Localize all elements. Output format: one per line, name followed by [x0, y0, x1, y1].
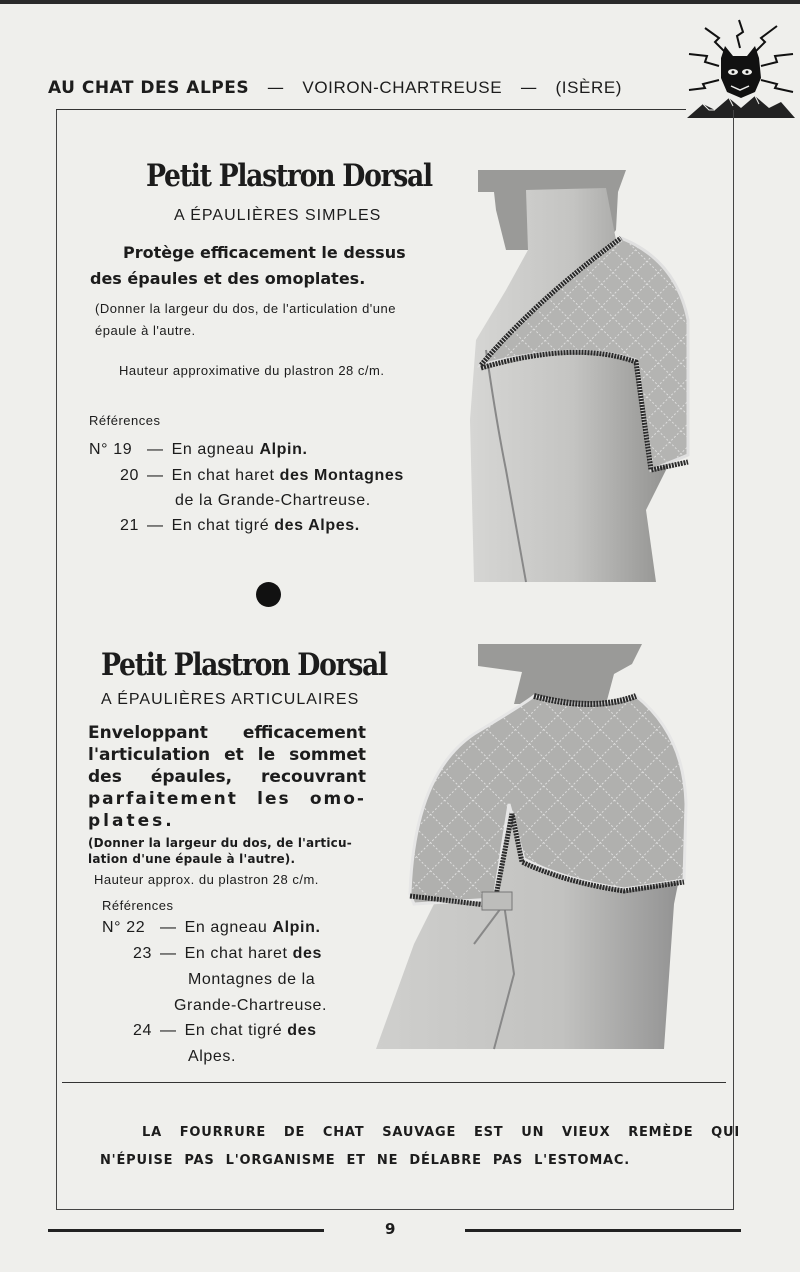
- product1-subtitle: A ÉPAULIÈRES SIMPLES: [174, 207, 382, 224]
- product2-note-line-2: lation d'une épaule à l'autre).: [88, 852, 296, 866]
- product1-lead-line-2: des épaules et des omoplates.: [90, 269, 366, 288]
- product1-note-line-2: épaule à l'autre.: [95, 323, 196, 338]
- header-separator-2: —: [520, 78, 538, 98]
- product1-height: Hauteur approximative du plastron 28 c/m.: [119, 363, 385, 378]
- page-header: [48, 78, 622, 102]
- slogan-line-2: N'ÉPUISE PAS L'ORGANISME ET NE DÉLABRE PAS L'ESTOMAC.: [100, 1153, 630, 1168]
- product2-lead-line-1: Enveloppant efficacement: [88, 723, 366, 743]
- product2-note: [88, 835, 378, 867]
- brand-name: AU CHAT DES ALPES: [48, 78, 250, 98]
- product1-ref-21: 21 — En chat tigré des Alpes.: [120, 517, 360, 534]
- product2-note-line-1: (Donner la largeur du dos, de l'articu-: [88, 836, 352, 850]
- product2-lead-line-2: l'articulation et le sommet: [88, 745, 366, 765]
- product2-illustration: [374, 644, 694, 1054]
- product1-note-line-1: (Donner la largeur du dos, de l'articulation d'une: [95, 301, 396, 316]
- product2-ref-24-cont: Alpes.: [188, 1048, 237, 1065]
- product2-subtitle: A ÉPAULIÈRES ARTICULAIRES: [101, 691, 360, 708]
- header-separator: —: [267, 78, 285, 98]
- slogan-line-1: LA FOURRURE DE CHAT SAUVAGE EST UN VIEUX REMÈDE QUI: [142, 1125, 740, 1140]
- product1-title: Petit Plastron Dorsal: [146, 158, 432, 194]
- header-location: VOIRON-CHARTREUSE: [302, 78, 503, 97]
- product2-ref-23-cont-1: Montagnes de la: [188, 971, 316, 988]
- product1-refs-label: Références: [89, 413, 161, 428]
- product1-ref-20-cont: de la Grande-Chartreuse.: [175, 492, 371, 509]
- product2-lead: [88, 722, 366, 832]
- footer-rule-left: [48, 1229, 324, 1232]
- product2-ref-23: 23 — En chat haret des: [133, 945, 323, 962]
- product2-title: Petit Plastron Dorsal: [101, 647, 387, 683]
- top-edge-bar: [0, 0, 800, 4]
- product2-lead-line-4: parfaitement les omo-: [88, 789, 366, 809]
- product1-illustration: [466, 170, 696, 585]
- product2-lead-line-5: plates.: [88, 811, 175, 831]
- product2-refs-label: Références: [102, 898, 174, 913]
- section-divider: [62, 1082, 726, 1083]
- product2-ref-24: 24 — En chat tigré des: [133, 1022, 317, 1039]
- product1-lead-line-1: Protège efficacement le dessus: [123, 243, 406, 262]
- header-region: (ISÈRE): [555, 78, 623, 97]
- product2-ref-22: N° 22 — En agneau Alpin.: [102, 919, 321, 936]
- section-bullet: [256, 582, 281, 607]
- product1-lead: [90, 240, 470, 292]
- product2-ref-23-cont-2: Grande-Chartreuse.: [174, 997, 328, 1014]
- footer-rule-right: [465, 1229, 741, 1232]
- product2-height: Hauteur approx. du plastron 28 c/m.: [94, 872, 319, 887]
- product2-lead-line-3: des épaules, recouvrant: [88, 767, 366, 787]
- product1-note: [95, 298, 465, 342]
- product1-ref-19: N° 19 — En agneau Alpin.: [89, 441, 308, 458]
- page-number: 9: [385, 1220, 396, 1238]
- product1-ref-20: 20 — En chat haret des Montagnes: [120, 467, 404, 484]
